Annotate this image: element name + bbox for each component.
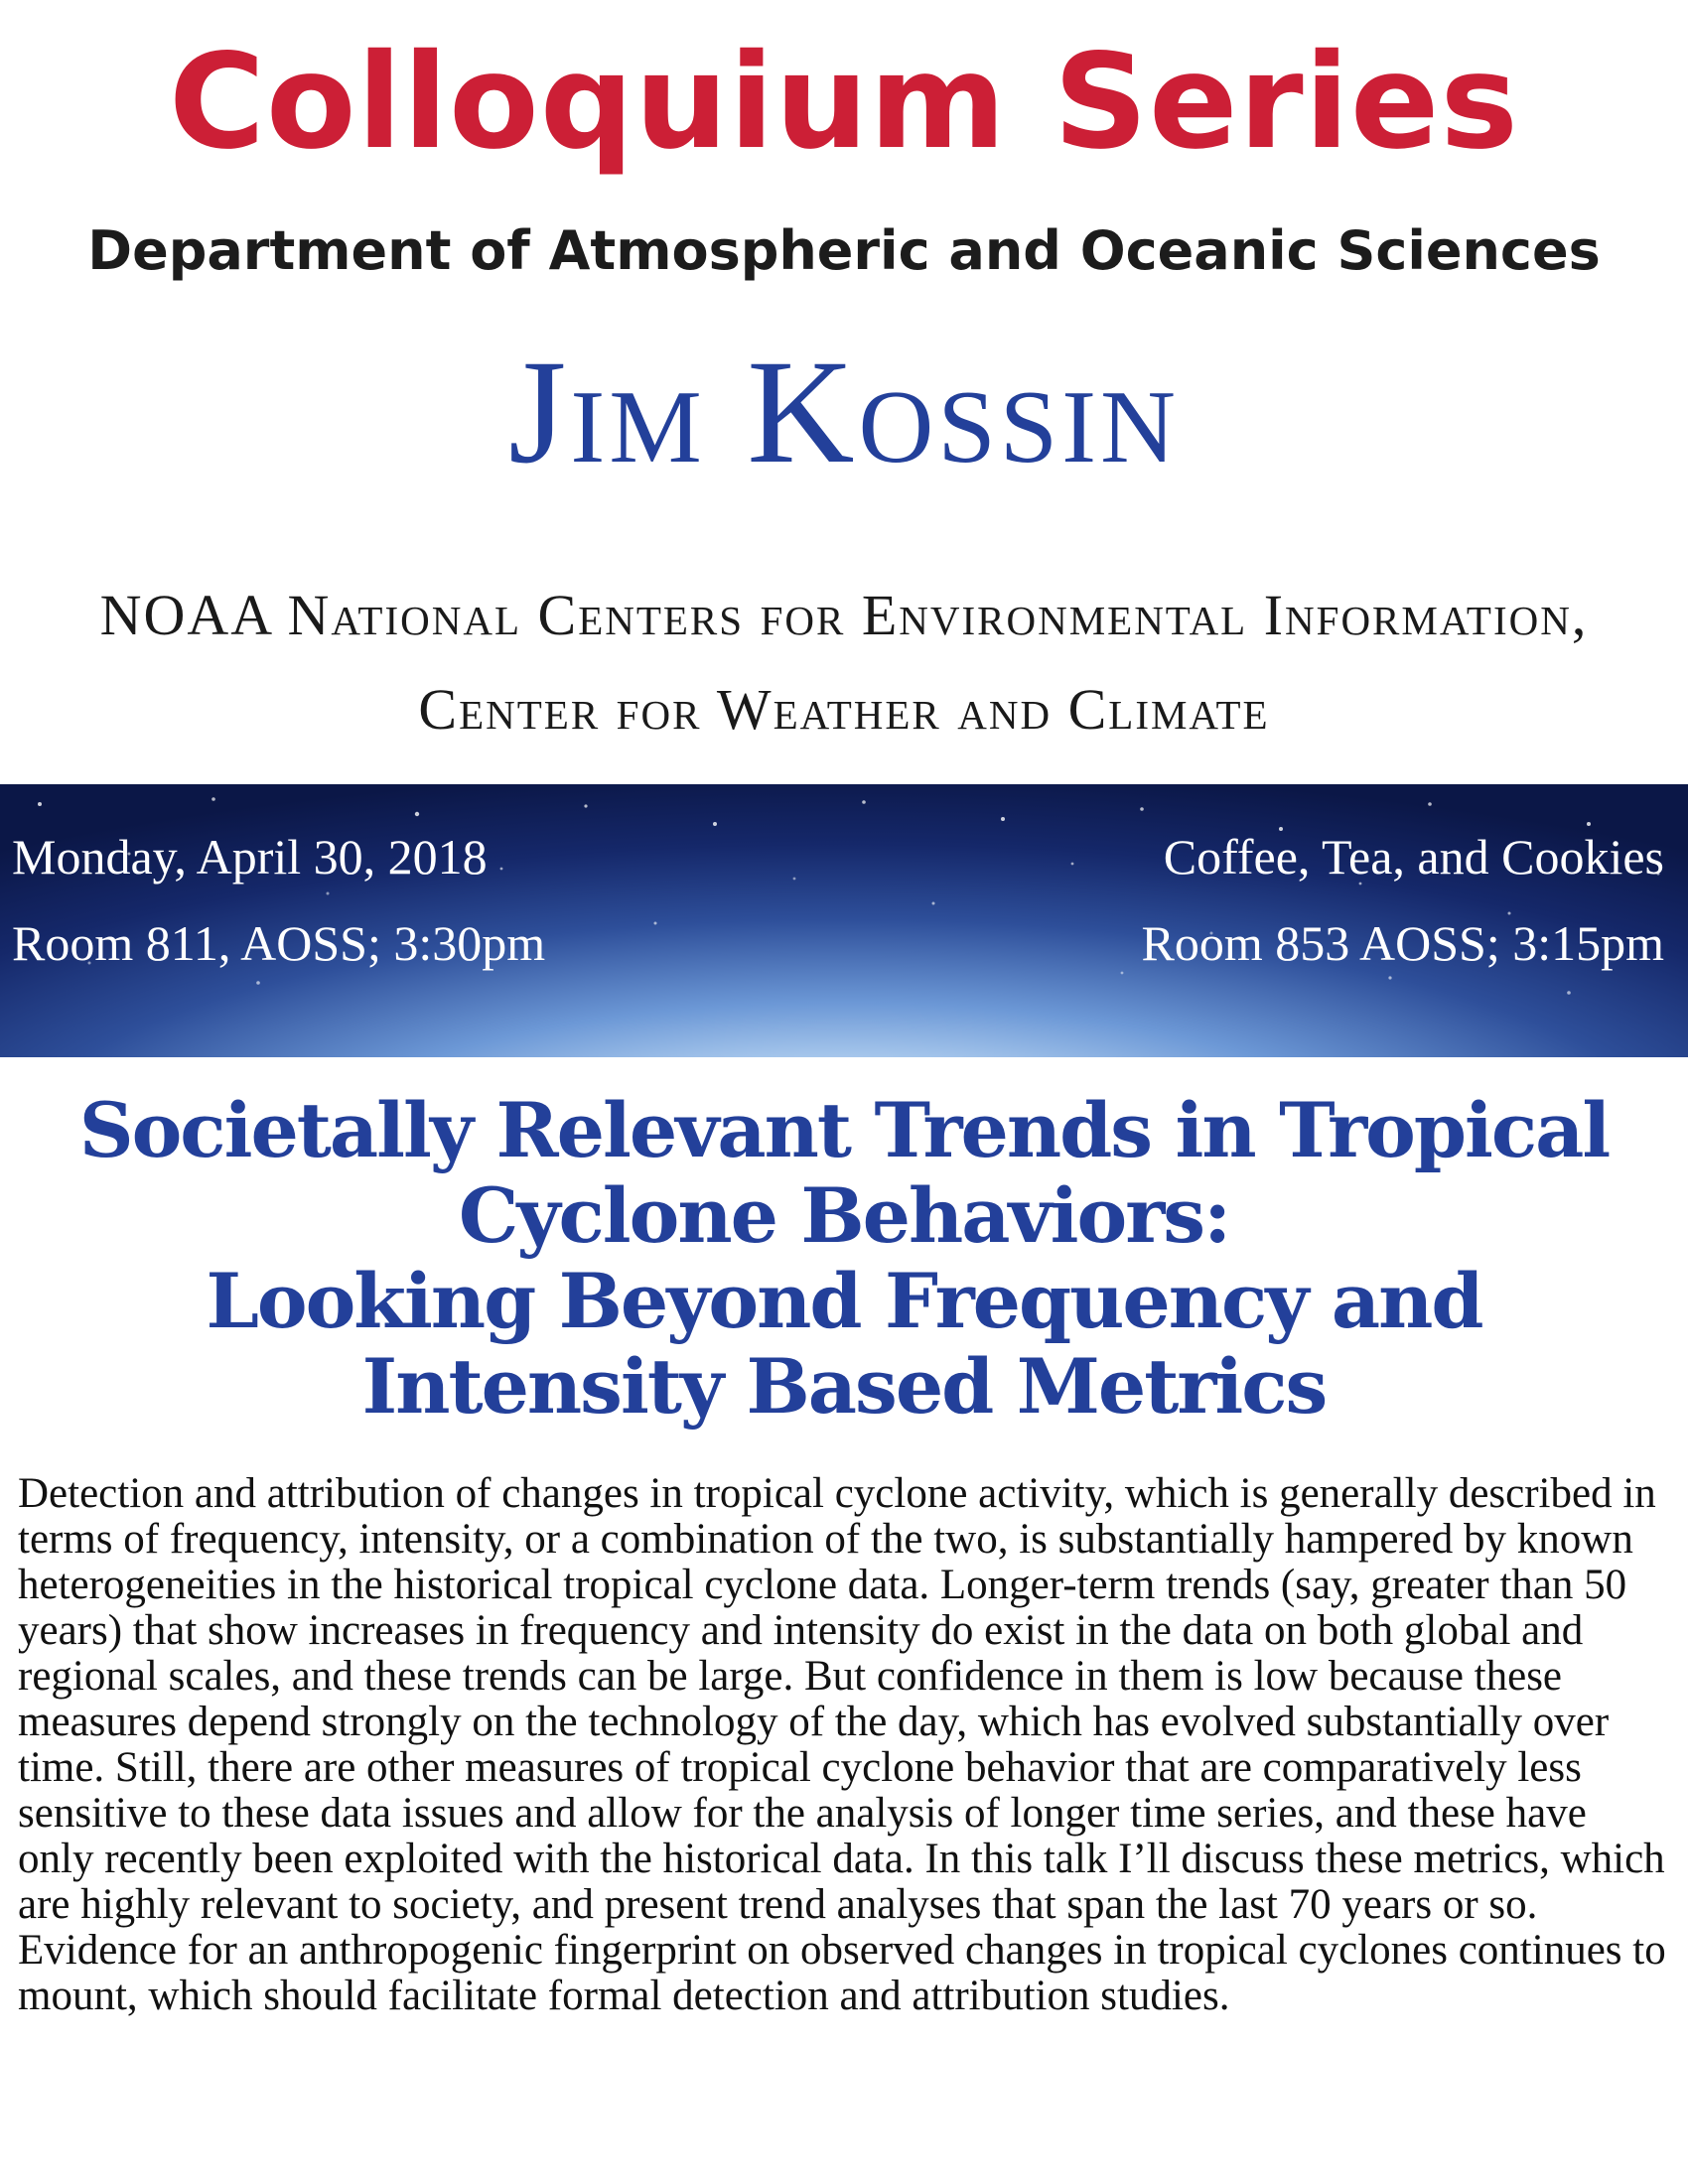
- event-reception-location: Room 853 AOSS; 3:15pm: [1141, 915, 1664, 971]
- talk-title-line: Societally Relevant Trends in Tropical: [78, 1086, 1610, 1174]
- talk-title-line: Intensity Based Metrics: [361, 1342, 1327, 1431]
- speaker-name: Jim Kossin: [508, 330, 1180, 494]
- talk-abstract: Detection and attribution of changes in tropical cyclone activity, which is generally described in terms of frequency, intensity, or a combination of the two, is substantially hampered by known heterogeneities in the historical tropical cyclone data. Longer-term trends (say, greater than 50 years) that show increases in frequency and intensity do exist in the data on both global and regional scales, and these trends can be large. But confidence in them is low because these measures depend strongly on the technology of the day, which has evolved substantially over time. Still, there are other measures of tropical cyclone behavior that are comparatively less sensitive to these data issues and allow for the analysis of longer time series, and these have only recently been exploited with the historical data. In this talk I’ll discuss these metrics, which are highly relevant to society, and present trend analyses that span the last 70 years or so. Evidence for an anthropogenic fingerprint on observed changes in tropical cyclones continues to mount, which should facilitate formal detection and attribution studies.: [18, 1470, 1666, 2019]
- event-reception: Coffee, Tea, and Cookies: [1163, 829, 1664, 885]
- talk-title: [0, 1088, 1688, 1430]
- event-talk-location: Room 811, AOSS; 3:30pm: [12, 915, 546, 971]
- speaker-affiliation-line1: NOAA National Centers for Environmental Information,: [99, 583, 1589, 647]
- event-date: Monday, April 30, 2018: [12, 829, 488, 885]
- series-title: Colloquium Series: [169, 26, 1519, 179]
- speaker-affiliation-line2: Center for Weather and Climate: [418, 677, 1270, 742]
- department-name: Department of Atmospheric and Oceanic Sciences: [87, 219, 1601, 282]
- talk-title-line: Cyclone Behaviors:: [458, 1171, 1230, 1260]
- talk-title-line: Looking Beyond Frequency and: [206, 1257, 1482, 1345]
